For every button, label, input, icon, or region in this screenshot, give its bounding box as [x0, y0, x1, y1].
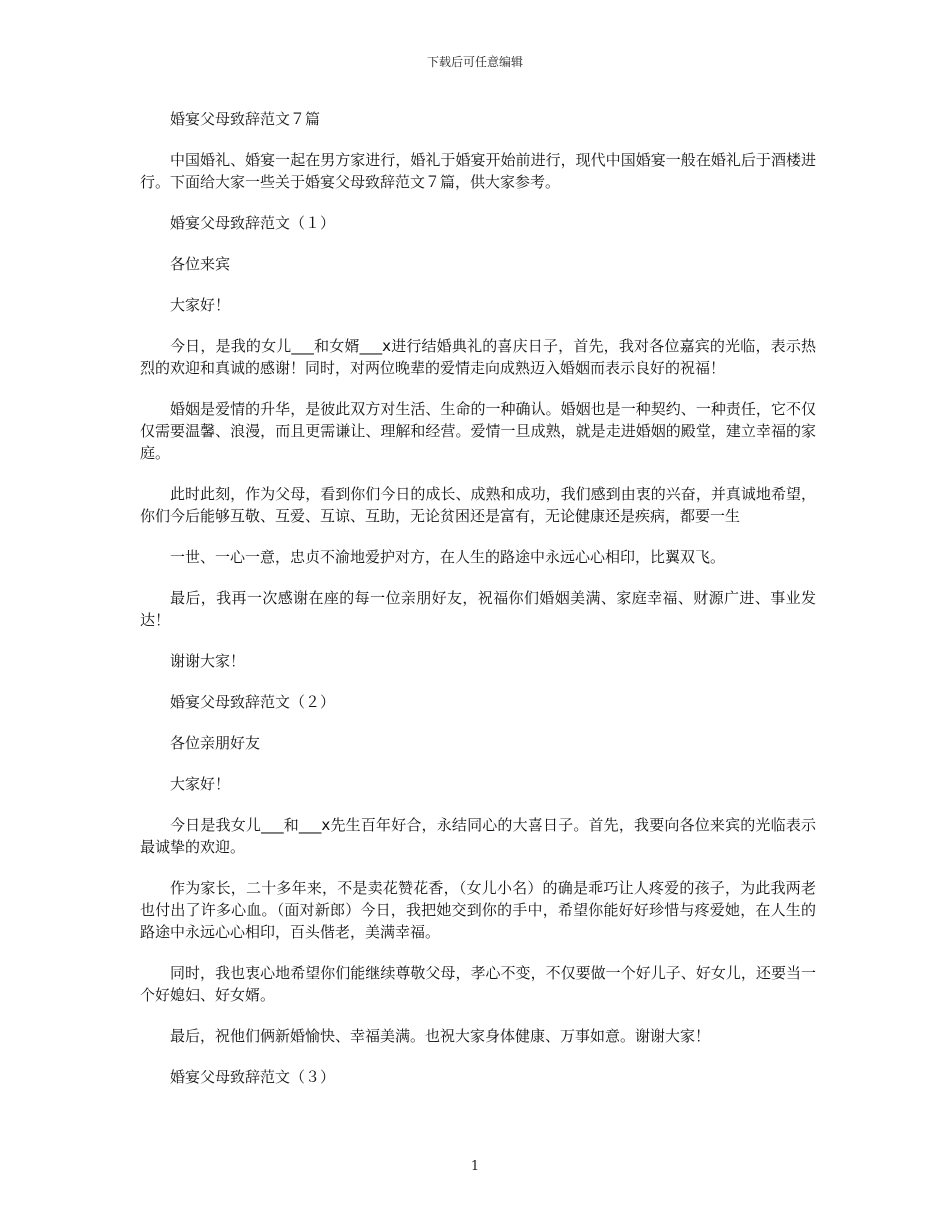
body-paragraph: 此时此刻，作为父母，看到你们今日的成长、成熟和成功，我们感到由衷的兴奋，并真诚地希望，你们今后能够互敬、互爱、互谅、互助，无论贫困还是富有，无论健康还是疾病，都要一生 [140, 485, 816, 525]
body-paragraph: 今日是我女儿___和___x先生百年好合，永结同心的大喜日子。首先，我要向各位来宾的光临表示最诚挚的欢迎。 [140, 816, 816, 856]
salutation: 各位来宾 [170, 255, 231, 273]
body-paragraph: 婚姻是爱情的升华，是彼此双方对生活、生命的一种确认。婚姻也是一种契约、一种责任，它不仅仅需要温馨、浪漫，而且更需谦让、理解和经营。爱情一旦成熟，就是走进婚姻的殿堂，建立幸福的家庭。 [140, 400, 816, 462]
section-heading-3: 婚宴父母致辞范文（３） [170, 1068, 336, 1086]
body-paragraph: 同时，我也衷心地希望你们能继续尊敬父母，孝心不变，不仅要做一个好儿子、好女儿，还要当一个好媳妇、好女婿。 [140, 964, 816, 1004]
page-number: 1 [470, 1159, 480, 1174]
salutation: 各位亲朋好友 [170, 734, 261, 752]
body-paragraph: 一世、一心一意，忠贞不渝地爱护对方，在人生的路途中永远心心相印，比翼双飞。 [170, 548, 726, 566]
document-title: 婚宴父母致辞范文７篇 [170, 110, 321, 128]
document-body [140, 108, 816, 1107]
section-heading-1: 婚宴父母致辞范文（１） [170, 214, 336, 232]
greeting: 大家好！ [170, 775, 231, 793]
closing-thanks: 谢谢大家！ [170, 652, 246, 670]
body-paragraph: 今日，是我的女儿___和女婿___x进行结婚典礼的喜庆日子，首先，我对各位嘉宾的光临，表示热烈的欢迎和真诚的感谢！同时，对两位晚辈的爱情走向成熟迈入婚姻而表示良好的祝福！ [140, 337, 816, 377]
body-paragraph: 最后，祝他们俩新婚愉快、幸福美满。也祝大家身体健康、万事如意。谢谢大家！ [170, 1027, 711, 1045]
page-header: 下载后可任意编辑 [426, 55, 523, 69]
body-paragraph: 最后，我再一次感谢在座的每一位亲朋好友，祝福你们婚姻美满、家庭幸福、财源广进、事业发达！ [140, 589, 816, 629]
intro-paragraph: 中国婚礼、婚宴一起在男方家进行，婚礼于婚宴开始前进行，现代中国婚宴一般在婚礼后于酒楼进行。下面给大家一些关于婚宴父母致辞范文７篇，供大家参考。 [140, 151, 816, 191]
body-paragraph: 作为家长，二十多年来，不是卖花赞花香，（女儿小名）的确是乖巧让人疼爱的孩子，为此我两老也付出了许多心血。（面对新郎）今日，我把她交到你的手中，希望你能好好珍惜与疼爱她，在人生的路途中永远心心相印，百头偕老，美满幸福。 [140, 879, 816, 941]
greeting: 大家好！ [170, 296, 231, 314]
section-heading-2: 婚宴父母致辞范文（２） [170, 693, 336, 711]
